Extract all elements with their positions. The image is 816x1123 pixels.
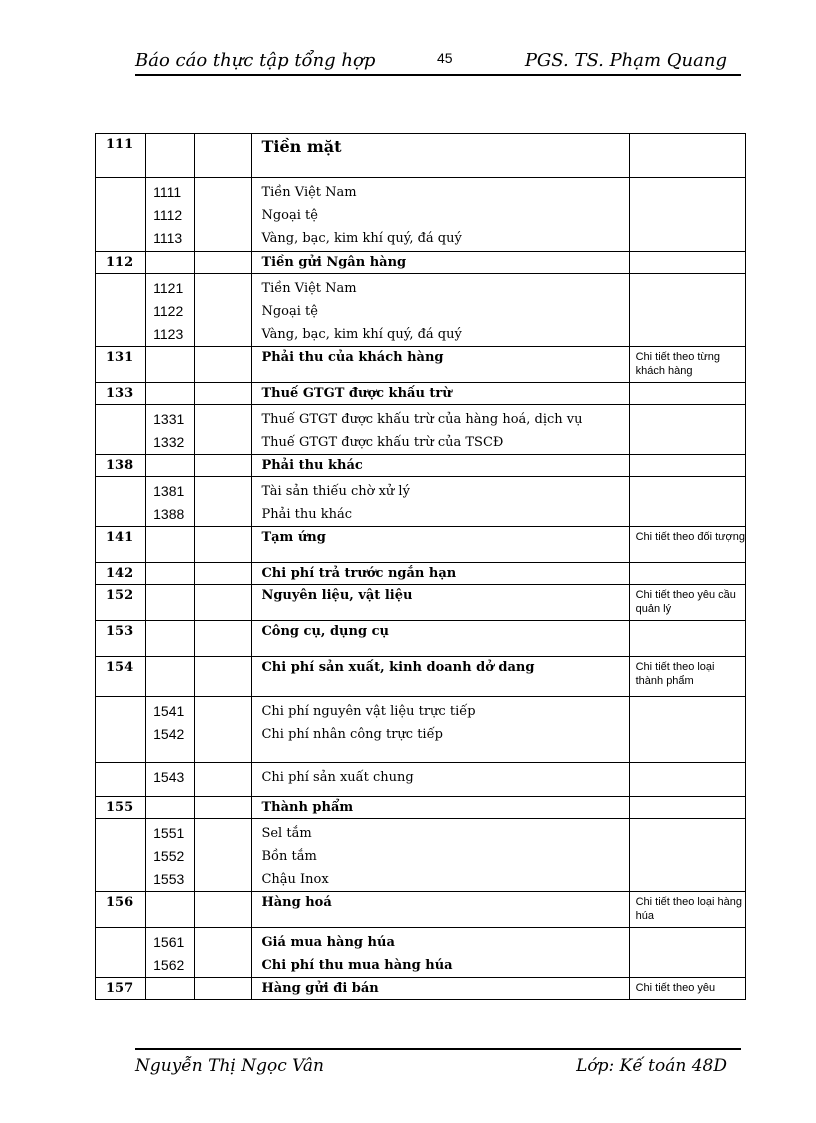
table-row	[96, 455, 746, 477]
note-cell	[629, 252, 745, 274]
account-code-cell	[96, 657, 146, 697]
account-code: 156	[106, 895, 134, 910]
sub-account-name: Giá mua hàng húa	[261, 935, 395, 950]
note-cell	[629, 405, 745, 455]
account-name-cell	[252, 892, 629, 928]
sub-account-cell	[146, 274, 195, 347]
sub-account-code: 1562	[153, 957, 185, 973]
account-table	[95, 133, 746, 1000]
empty-cell	[195, 527, 252, 563]
table-row	[96, 383, 746, 405]
sub-account-cell	[146, 928, 195, 978]
table-row	[96, 252, 746, 274]
note-cell	[629, 621, 745, 657]
empty-cell	[195, 585, 252, 621]
sub-account-name: Vàng, bạc, kim khí quý, đá quý	[261, 231, 462, 246]
account-name-cell	[252, 477, 629, 527]
account-code: 131	[106, 350, 134, 365]
note-cell	[629, 477, 745, 527]
account-code: 133	[106, 386, 134, 401]
account-code-cell	[96, 621, 146, 657]
sub-account-name: Tài sản thiếu chờ xử lý	[261, 484, 410, 499]
empty-cell	[195, 697, 252, 763]
note-cell	[629, 819, 745, 892]
account-name: Chi phí sản xuất, kinh doanh dở dang	[261, 660, 535, 675]
sub-account-code: 1112	[153, 207, 183, 223]
sub-account-cell	[146, 455, 195, 477]
note-cell	[629, 178, 745, 252]
note-cell	[629, 928, 745, 978]
sub-account-cell	[146, 819, 195, 892]
table-row	[96, 585, 746, 621]
account-name: Hàng hoá	[261, 895, 332, 910]
empty-cell	[195, 252, 252, 274]
sub-account-cell	[146, 657, 195, 697]
account-name-cell	[252, 563, 629, 585]
sub-account-cell	[146, 134, 195, 178]
sub-account-name: Ngoại tệ	[261, 208, 318, 223]
sub-account-name: Bồn tắm	[261, 849, 317, 864]
note-cell	[629, 563, 745, 585]
account-name-cell	[252, 697, 629, 763]
account-code-cell	[96, 252, 146, 274]
account-code-cell	[96, 455, 146, 477]
sub-account-name: Sel tắm	[261, 826, 312, 841]
note-cell	[629, 892, 745, 928]
account-name: Nguyên liệu, vật liệu	[261, 588, 413, 603]
account-note: Chi tiết theo yêu	[635, 982, 716, 994]
sub-account-code: 1331	[153, 411, 185, 427]
account-name: Tạm ứng	[261, 530, 326, 545]
sub-account-cell	[146, 347, 195, 383]
account-code: 155	[106, 800, 134, 815]
account-name-cell	[252, 252, 629, 274]
account-note: Chi tiết theo loại thành phẩm	[635, 661, 715, 687]
empty-cell	[195, 819, 252, 892]
sub-account-cell	[146, 563, 195, 585]
sub-account-name: Chậu Inox	[261, 872, 329, 887]
account-name-cell	[252, 657, 629, 697]
page-footer	[135, 1048, 741, 1080]
account-code-cell	[96, 563, 146, 585]
account-name-cell	[252, 405, 629, 455]
table-row	[96, 763, 746, 797]
account-note	[630, 797, 745, 800]
table-row	[96, 697, 746, 763]
sub-account-code: 1332	[153, 434, 185, 450]
sub-account-code: 1561	[153, 934, 185, 950]
table-row	[96, 274, 746, 347]
sub-account-code: 1123	[153, 326, 184, 342]
account-code: 111	[106, 137, 134, 152]
table-row	[96, 178, 746, 252]
account-code: 154	[106, 660, 134, 675]
sub-account-name: Thuế GTGT được khấu trừ của TSCĐ	[261, 435, 504, 450]
account-name-cell	[252, 527, 629, 563]
sub-account-code: 1553	[153, 871, 185, 887]
table-row	[96, 347, 746, 383]
sub-account-name: Chi phí nguyên vật liệu trực tiếp	[261, 704, 476, 719]
account-code-cell	[96, 134, 146, 178]
account-note	[630, 252, 745, 255]
account-note: Chi tiết theo loại hàng húa	[635, 896, 743, 922]
note-cell	[629, 455, 745, 477]
table-row	[96, 563, 746, 585]
sub-account-cell	[146, 527, 195, 563]
account-code-cell	[96, 928, 146, 978]
account-code-cell	[96, 892, 146, 928]
sub-account-cell	[146, 797, 195, 819]
account-code-cell	[96, 978, 146, 1000]
sub-account-name: Tiền Việt Nam	[261, 281, 357, 296]
footer-class: Lớp: Kế toán 48D	[576, 1056, 727, 1076]
account-note	[630, 383, 745, 386]
account-code-cell	[96, 405, 146, 455]
account-note: Chi tiết theo đối tượng	[635, 531, 745, 543]
empty-cell	[195, 347, 252, 383]
sub-account-cell	[146, 383, 195, 405]
account-name: Phải thu của khách hàng	[261, 350, 444, 365]
table-row	[96, 134, 746, 178]
account-code: 138	[106, 458, 134, 473]
account-code-cell	[96, 477, 146, 527]
account-note	[630, 621, 745, 624]
account-name-cell	[252, 274, 629, 347]
sub-account-cell	[146, 892, 195, 928]
account-code: 141	[106, 530, 134, 545]
account-name-cell	[252, 134, 629, 178]
account-note	[630, 455, 745, 458]
account-name-cell	[252, 585, 629, 621]
empty-cell	[195, 274, 252, 347]
note-cell	[629, 134, 745, 178]
sub-account-name: Chi phí thu mua hàng húa	[261, 958, 453, 973]
sub-account-cell	[146, 405, 195, 455]
empty-cell	[195, 621, 252, 657]
account-name-cell	[252, 928, 629, 978]
sub-account-code: 1543	[153, 769, 185, 785]
table-row	[96, 621, 746, 657]
sub-account-code: 1122	[153, 303, 184, 319]
empty-cell	[195, 797, 252, 819]
empty-cell	[195, 928, 252, 978]
note-cell	[629, 274, 745, 347]
note-cell	[629, 797, 745, 819]
account-name-cell	[252, 819, 629, 892]
sub-account-name: Chi phí sản xuất chung	[261, 770, 414, 785]
account-name-cell	[252, 763, 629, 797]
note-cell	[629, 763, 745, 797]
account-note: Chi tiết theo từng khách hàng	[635, 351, 721, 377]
sub-account-code: 1121	[153, 280, 184, 296]
account-code: 157	[106, 981, 134, 996]
table-row	[96, 928, 746, 978]
sub-account-code: 1551	[153, 825, 185, 841]
account-code-cell	[96, 527, 146, 563]
sub-account-cell	[146, 252, 195, 274]
table-row	[96, 657, 746, 697]
account-name: Tiền mặt	[261, 137, 342, 156]
sub-account-cell	[146, 585, 195, 621]
table-row	[96, 978, 746, 1000]
account-name: Tiền gửi Ngân hàng	[261, 255, 407, 270]
sub-account-code: 1381	[153, 483, 185, 499]
sub-account-code: 1541	[153, 703, 185, 719]
account-name: Chi phí trả trước ngắn hạn	[261, 566, 457, 581]
account-code-cell	[96, 819, 146, 892]
empty-cell	[195, 563, 252, 585]
sub-account-cell	[146, 477, 195, 527]
account-name: Hàng gửi đi bán	[261, 981, 379, 996]
sub-account-name: Thuế GTGT được khấu trừ của hàng hoá, dịch vụ	[261, 412, 583, 427]
sub-account-code: 1113	[153, 230, 183, 246]
note-cell	[629, 978, 745, 1000]
empty-cell	[195, 892, 252, 928]
account-name-cell	[252, 383, 629, 405]
footer-student: Nguyễn Thị Ngọc Vân	[135, 1056, 324, 1076]
empty-cell	[195, 477, 252, 527]
account-note	[630, 134, 745, 137]
account-code-cell	[96, 697, 146, 763]
table-row	[96, 819, 746, 892]
sub-account-name: Chi phí nhân công trực tiếp	[261, 727, 443, 742]
sub-account-name: Phải thu khác	[261, 507, 352, 522]
page-number: 45	[437, 50, 453, 66]
sub-account-code: 1552	[153, 848, 185, 864]
table-row	[96, 527, 746, 563]
table-row	[96, 405, 746, 455]
account-code-cell	[96, 178, 146, 252]
note-cell	[629, 585, 745, 621]
account-code: 142	[106, 566, 134, 581]
account-code-cell	[96, 347, 146, 383]
page-header	[135, 44, 741, 76]
empty-cell	[195, 763, 252, 797]
account-name: Công cụ, dụng cụ	[261, 624, 389, 639]
account-name-cell	[252, 797, 629, 819]
account-name-cell	[252, 347, 629, 383]
account-note	[630, 563, 745, 566]
sub-account-code: 1542	[153, 726, 185, 742]
account-code: 152	[106, 588, 134, 603]
account-code-cell	[96, 763, 146, 797]
table-row	[96, 477, 746, 527]
sub-account-cell	[146, 178, 195, 252]
note-cell	[629, 347, 745, 383]
account-name-cell	[252, 455, 629, 477]
note-cell	[629, 697, 745, 763]
account-name: Phải thu khác	[261, 458, 363, 473]
account-code-cell	[96, 585, 146, 621]
account-code: 153	[106, 624, 134, 639]
account-code-cell	[96, 797, 146, 819]
account-name-cell	[252, 621, 629, 657]
sub-account-name: Tiền Việt Nam	[261, 185, 357, 200]
account-code-cell	[96, 274, 146, 347]
empty-cell	[195, 178, 252, 252]
sub-account-code: 1111	[153, 184, 182, 200]
empty-cell	[195, 657, 252, 697]
account-name-cell	[252, 178, 629, 252]
note-cell	[629, 657, 745, 697]
table-row	[96, 797, 746, 819]
table-row	[96, 892, 746, 928]
account-code-cell	[96, 383, 146, 405]
sub-account-cell	[146, 978, 195, 1000]
account-name: Thành phẩm	[261, 800, 354, 815]
account-name: Thuế GTGT được khấu trừ	[261, 386, 452, 401]
note-cell	[629, 527, 745, 563]
header-title: Báo cáo thực tập tổng hợp	[135, 50, 376, 71]
note-cell	[629, 383, 745, 405]
empty-cell	[195, 405, 252, 455]
sub-account-cell	[146, 763, 195, 797]
sub-account-cell	[146, 697, 195, 763]
header-author: PGS. TS. Phạm Quang	[524, 50, 727, 71]
account-code: 112	[106, 255, 134, 270]
sub-account-code: 1388	[153, 506, 185, 522]
sub-account-name: Ngoại tệ	[261, 304, 318, 319]
empty-cell	[195, 134, 252, 178]
empty-cell	[195, 978, 252, 1000]
sub-account-name: Vàng, bạc, kim khí quý, đá quý	[261, 327, 462, 342]
empty-cell	[195, 455, 252, 477]
account-name-cell	[252, 978, 629, 1000]
account-note: Chi tiết theo yêu cầu quản lý	[635, 589, 736, 615]
empty-cell	[195, 383, 252, 405]
sub-account-cell	[146, 621, 195, 657]
